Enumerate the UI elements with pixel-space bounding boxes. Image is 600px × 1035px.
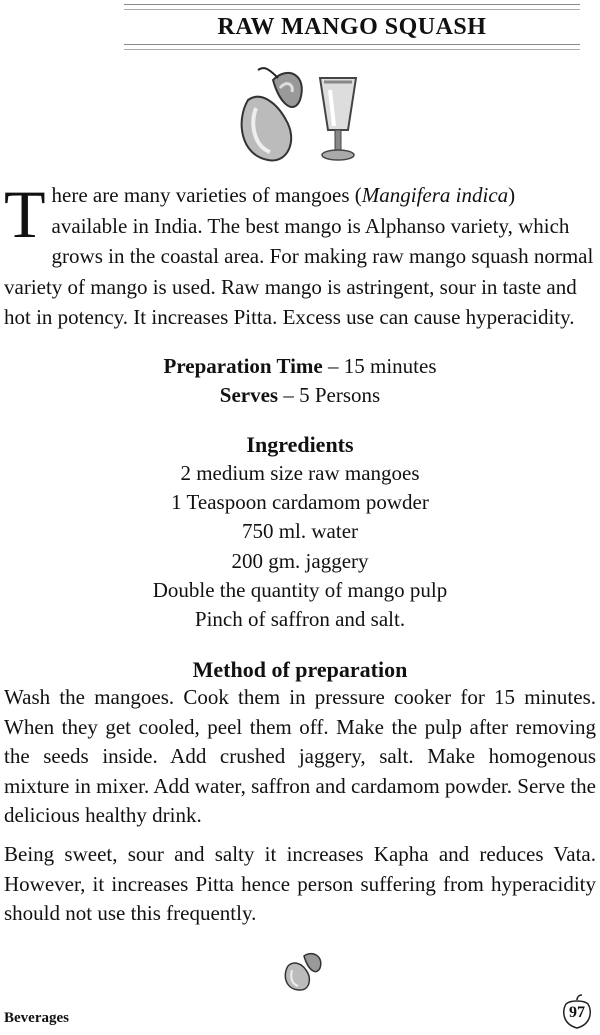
method-heading: Method of preparation xyxy=(192,657,408,682)
title-banner xyxy=(118,4,586,48)
intro-paragraph xyxy=(4,176,594,333)
ingredients-heading: Ingredients xyxy=(246,432,354,457)
drop-cap: T xyxy=(4,176,46,252)
prep-time-line xyxy=(0,352,600,381)
list-item: 200 gm. jaggery xyxy=(231,548,369,573)
intro-text-start: here are many varieties of mangoes ( xyxy=(51,183,362,207)
mango-icon xyxy=(242,68,302,160)
ingredients-list xyxy=(0,459,600,634)
list-item: 750 ml. water xyxy=(241,519,359,544)
list-item: 2 medium size raw mangoes xyxy=(180,461,420,485)
page-title: RAW MANGO SQUASH xyxy=(217,14,487,40)
serves-label: Serves xyxy=(219,383,279,407)
page-number: 97 xyxy=(569,1004,585,1021)
prep-time-label: Preparation Time xyxy=(163,354,323,378)
intro-italic-name: Mangifera indica xyxy=(361,183,509,207)
prep-time-value: – 15 minutes xyxy=(322,354,437,378)
mango-ornament-icon xyxy=(280,948,330,994)
title-top-rule xyxy=(124,4,580,10)
serves-value: – 5 Persons xyxy=(278,383,381,407)
page-number-badge xyxy=(560,994,594,1030)
title-bottom-rule xyxy=(124,44,580,50)
mango-squash-illustration xyxy=(228,60,378,170)
list-item: 1 Teaspoon cardamom powder xyxy=(171,490,429,515)
list-item: Pinch of saffron and salt. xyxy=(194,607,406,632)
glass-icon xyxy=(320,78,356,160)
note-paragraph: Being sweet, sour and salty it increases Kapha and reduces Vata. However, it increases Pitta hence person suffering from hyperacidity should not use this frequently. xyxy=(4,842,596,925)
list-item: Double the quantity of mango pulp xyxy=(152,577,448,602)
method-paragraph: Wash the mangoes. Cook them in pressure cooker for 15 minutes. When they get cooled, peel them off. Make the pulp after removing the seeds inside. Add crushed jaggery, salt. Make homogenous mixture in mixer. Add water, saffron and cardamom powder. Serve the delicious healthy drink. xyxy=(4,685,596,827)
footer-section-label: Beverages xyxy=(4,1010,69,1026)
intro-text-rest: ) available in India. The best mango is Alphanso variety, which grows in the coastal area. For making raw mango squash normal variety of mango is used. Raw mango is astringent, sour in taste and hot in potency. It increases Pitta. Excess use can cause hyperacidity. xyxy=(4,183,594,329)
serves-line xyxy=(0,381,600,410)
